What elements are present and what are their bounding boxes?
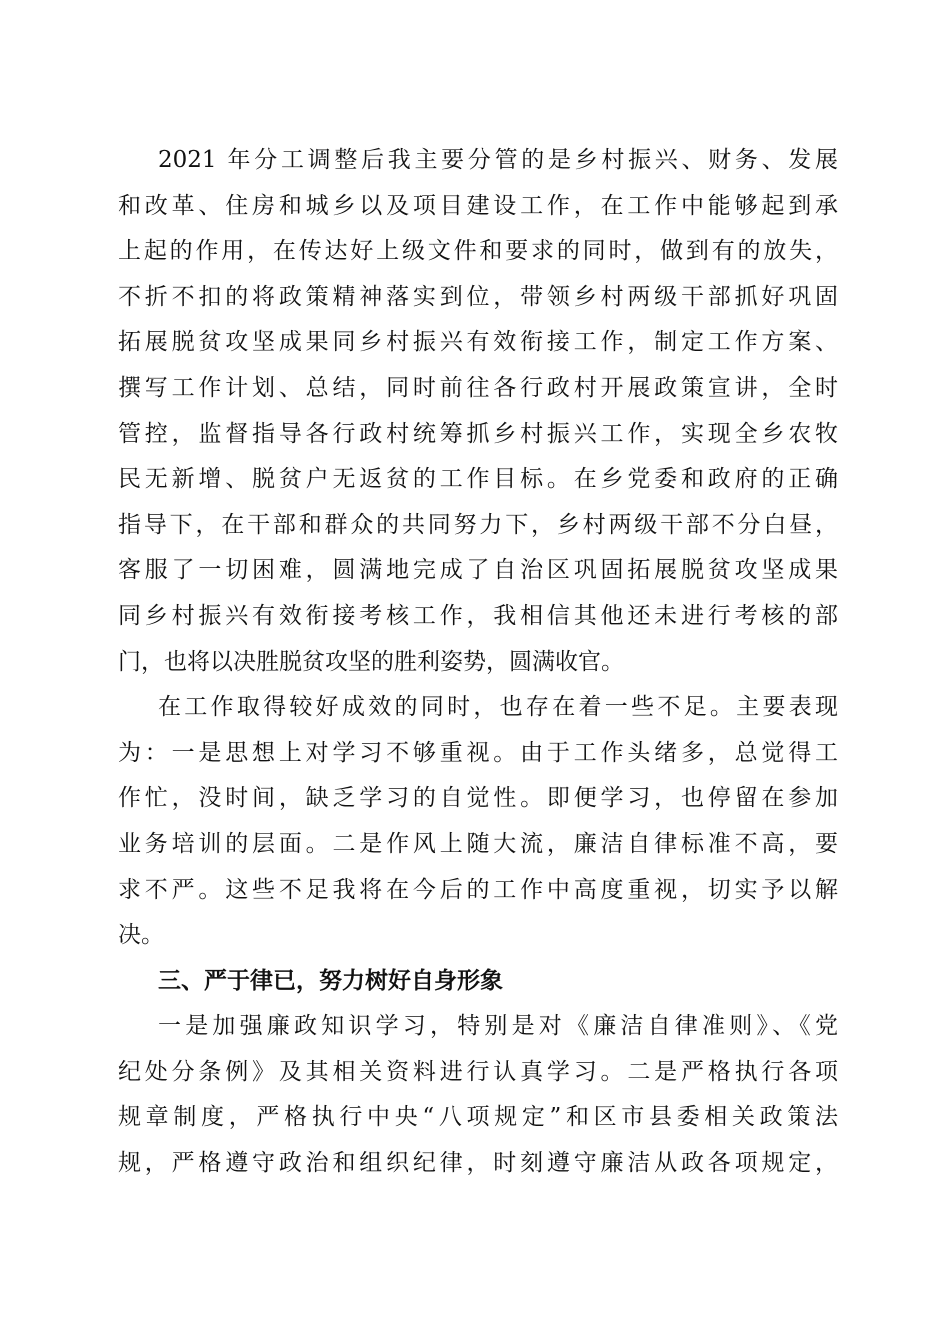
text-line: 一是加强廉政知识学习，特别是对《廉洁自律准则》、《党 <box>158 1013 838 1040</box>
text-line: 上起的作用，在传达好上级文件和要求的同时，做到有的放失， <box>118 238 838 265</box>
text-line: 纪处分条例》及其相关资料进行认真学习。二是严格执行各项 <box>118 1058 838 1085</box>
section-heading: 三、严于律已，努力树好自身形象 <box>158 967 503 994</box>
paragraph-shortcomings <box>118 685 838 959</box>
text-line: 管控，监督指导各行政村统筹抓乡村振兴工作，实现全乡农牧 <box>118 420 838 447</box>
text-line: 撰写工作计划、总结，同时前往各行政村开展政策宣讲，全时 <box>118 374 838 401</box>
text-line: 客服了一切困难，圆满地完成了自治区巩固拓展脱贫攻坚成果 <box>118 557 838 584</box>
text-line: 指导下，在干部和群众的共同努力下，乡村两级干部不分白昼， <box>118 511 838 538</box>
text-line: 为：一是思想上对学习不够重视。由于工作头绪多，总觉得工 <box>118 739 838 766</box>
text-line: 作忙，没时间，缺乏学习的自觉性。即便学习，也停留在参加 <box>118 785 838 812</box>
text-line: 业务培训的层面。二是作风上随大流，廉洁自律标准不高，要 <box>118 830 838 857</box>
text-line: 同乡村振兴有效衔接考核工作，我相信其他还未进行考核的部 <box>118 602 838 629</box>
text-line: 不折不扣的将政策精神落实到位，带领乡村两级干部抓好巩固 <box>118 283 838 310</box>
text-line: 求不严。这些不足我将在今后的工作中高度重视，切实予以解 <box>118 876 838 903</box>
paragraph-work-summary <box>118 138 838 685</box>
paragraph-discipline <box>118 1004 838 1186</box>
text-line: 和改革、住房和城乡以及项目建设工作，在工作中能够起到承 <box>118 192 838 219</box>
text-line: 拓展脱贫攻坚成果同乡村振兴有效衔接工作，制定工作方案、 <box>118 329 838 356</box>
text-line: 民无新增、脱贫户无返贫的工作目标。在乡党委和政府的正确 <box>118 466 838 493</box>
text-line: 规章制度，严格执行中央“八项规定”和区市县委相关政策法 <box>118 1104 838 1131</box>
text-line: 规，严格遵守政治和组织纪律，时刻遵守廉洁从政各项规定， <box>118 1150 838 1177</box>
document-body <box>118 138 838 1187</box>
text-line: 决。 <box>118 922 164 949</box>
text-line: 2021 年分工调整后我主要分管的是乡村振兴、财务、发展 <box>158 147 838 173</box>
text-line: 在工作取得较好成效的同时，也存在着一些不足。主要表现 <box>158 694 838 721</box>
text-line: 门，也将以决胜脱贫攻坚的胜利姿势，圆满收官。 <box>118 648 624 675</box>
